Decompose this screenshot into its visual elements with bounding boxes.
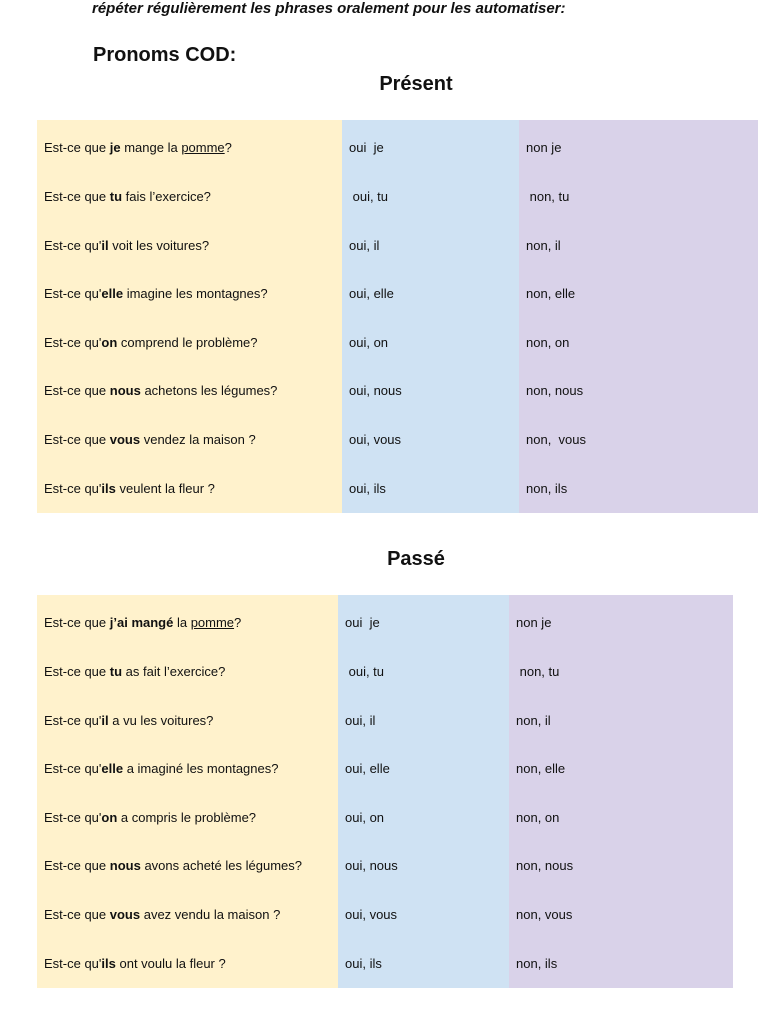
question-mid-text: avons acheté les légumes? [140,858,302,874]
question-bold-text: j’ai mangé [109,615,174,631]
oui-answer-cell: oui, on [345,809,385,825]
question-cell [37,842,338,891]
oui-answer-cell: oui, vous [345,907,398,923]
question-mid-text: as fait l’exercice? [122,663,226,679]
question-cell [37,319,342,368]
past-heading: Passé [387,548,445,570]
non-answer-cell: non, tu [516,663,560,679]
question-bold-text: ils [101,955,116,971]
question-cell [37,221,342,270]
question-pre-text: Est-ce qu' [44,237,102,253]
question-pre-text: Est-ce qu' [44,955,102,971]
question-pre-text: Est-ce que [44,188,110,204]
question-bold-text: vous [109,432,141,448]
question-bold-text: je [109,140,121,156]
non-column [519,120,758,513]
question-mid-text: fais l’exercice? [122,188,211,204]
question-mid-text: avez vendu la maison ? [140,907,281,923]
question-cell [37,891,338,940]
question-pre-text: Est-ce que [44,383,110,399]
question-pre-text: Est-ce qu' [44,761,102,777]
question-pre-text: Est-ce que [44,615,110,631]
question-cell [37,464,342,513]
question-pre-text: Est-ce que [44,907,110,923]
non-column [509,595,733,988]
non-answer-cell: non, elle [526,286,576,302]
oui-answer-cell: oui, nous [345,858,398,874]
question-pre-text: Est-ce que [44,858,110,874]
question-mid-text: ont voulu la fleur ? [115,955,226,971]
oui-answer-cell: oui, ils [349,480,386,496]
question-bold-text: nous [109,858,141,874]
question-mid-text: a imaginé les montagnes? [123,761,279,777]
question-bold-text: il [101,712,109,728]
question-mid-text: vendez la maison ? [140,432,256,448]
non-answer-cell: non, tu [526,188,570,204]
question-mid-text: mange la [120,140,182,156]
question-column [37,120,342,513]
question-underline-text: pomme [190,615,235,631]
non-answer-cell: non, elle [516,761,566,777]
non-answer-cell: non, il [516,712,551,728]
question-bold-text: elle [101,286,124,302]
question-cell [37,416,342,465]
oui-answer-cell: oui, tu [345,663,385,679]
section-title: Pronoms COD: [93,44,237,66]
question-bold-text: elle [101,761,124,777]
oui-answer-cell: oui je [345,615,380,631]
oui-answer-cell: oui, il [349,237,380,253]
oui-answer-cell: oui je [349,140,384,156]
question-mid-text: voit les voitures? [108,237,210,253]
present-heading: Présent [379,73,453,95]
question-bold-text: vous [109,907,141,923]
question-cell [37,173,342,222]
question-mid-text: imagine les montagnes? [123,286,268,302]
non-answer-cell: non, il [526,237,561,253]
non-answer-cell: non, on [516,809,560,825]
non-answer-cell: non, vous [526,432,586,448]
question-bold-text: ils [101,480,116,496]
oui-answer-cell: oui, nous [349,383,402,399]
question-mid-text: la [173,615,191,631]
question-bold-text: on [101,334,118,350]
non-answer-cell: non, on [526,334,570,350]
question-column [37,595,338,988]
non-answer-cell: non, vous [516,907,573,923]
question-cell [37,794,338,843]
question-cell [37,599,338,648]
question-cell [37,270,342,319]
question-bold-text: tu [109,188,123,204]
question-mid-text: a compris le problème? [117,809,257,825]
question-pre-text: Est-ce qu' [44,480,102,496]
question-mid-text: veulent la fleur ? [115,480,215,496]
non-answer-cell: non je [526,140,562,156]
question-pre-text: Est-ce que [44,663,110,679]
question-bold-text: tu [109,663,123,679]
present-table [37,120,758,513]
question-pre-text: Est-ce qu' [44,712,102,728]
question-cell [37,939,338,988]
question-bold-text: nous [109,383,141,399]
question-cell [37,367,342,416]
oui-answer-cell: oui, il [345,712,376,728]
question-pre-text: Est-ce qu' [44,286,102,302]
oui-answer-cell: oui, on [349,334,389,350]
question-cell [37,745,338,794]
question-mid-text: comprend le problème? [117,334,258,350]
question-post-text: ? [234,615,242,631]
oui-answer-cell: oui, elle [345,761,390,777]
non-answer-cell: non, ils [516,955,558,971]
question-pre-text: Est-ce que [44,140,110,156]
oui-answer-cell: oui, vous [349,432,402,448]
intro-instruction: répéter régulièrement les phrases oralement pour les automatiser: [92,0,566,17]
question-mid-text: a vu les voitures? [108,712,214,728]
question-cell [37,124,342,173]
oui-answer-cell: oui, ils [345,955,382,971]
oui-answer-cell: oui, tu [349,188,389,204]
question-post-text: ? [224,140,232,156]
question-cell [37,696,338,745]
non-answer-cell: non, nous [526,383,584,399]
question-pre-text: Est-ce que [44,432,110,448]
oui-answer-cell: oui, elle [349,286,394,302]
question-bold-text: il [101,237,109,253]
oui-column [342,120,519,513]
non-answer-cell: non, ils [526,480,568,496]
question-underline-text: pomme [181,140,225,156]
question-pre-text: Est-ce qu' [44,334,102,350]
past-table [37,595,733,988]
question-cell [37,648,338,697]
question-pre-text: Est-ce qu' [44,809,102,825]
oui-column [338,595,509,988]
question-bold-text: on [101,809,118,825]
non-answer-cell: non, nous [516,858,574,874]
question-mid-text: achetons les légumes? [140,383,278,399]
non-answer-cell: non je [516,615,552,631]
